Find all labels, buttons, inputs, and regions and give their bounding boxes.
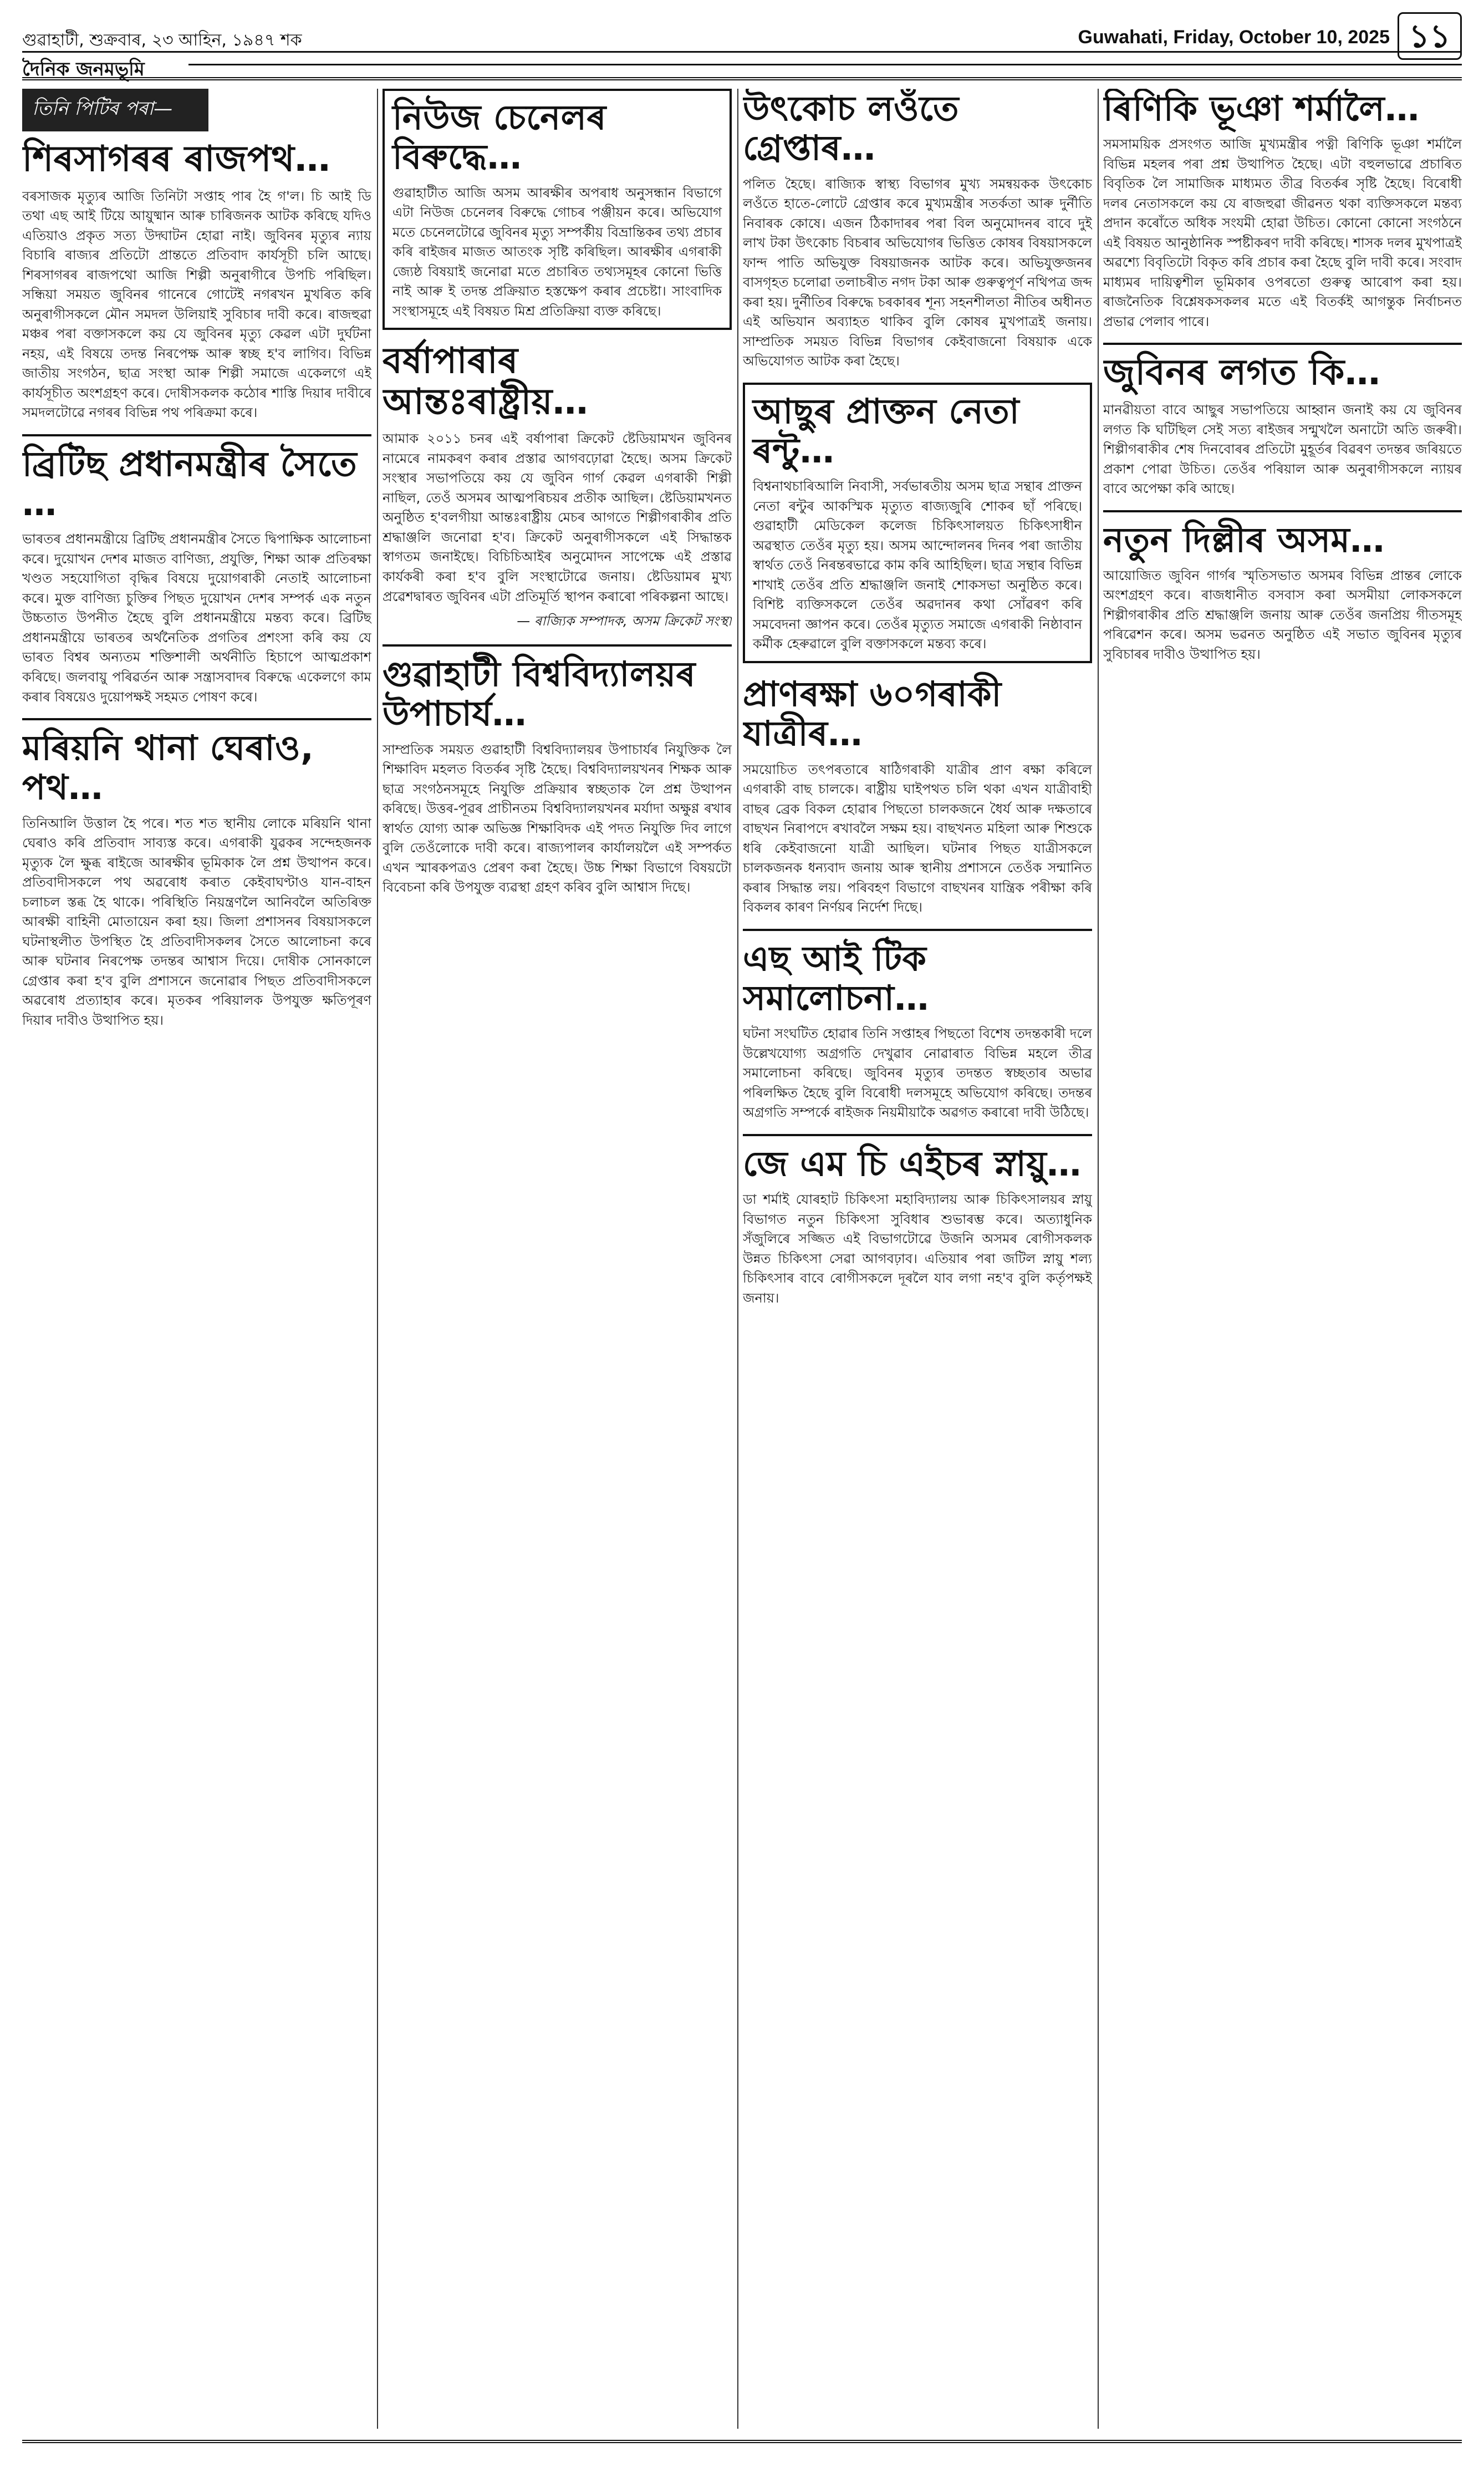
column-4: [1103, 89, 1462, 2429]
story-sit-criticism: [743, 939, 1092, 1123]
headline: ৰিণিকি ভূঞা শৰ্মালৈ…: [1103, 89, 1420, 129]
headline: গুৱাহাটী বিশ্ববিদ্যালয়ৰ উপাচাৰ্য…: [383, 654, 696, 734]
headline: জুবিনৰ লগত কি…: [1103, 352, 1381, 394]
story-new-delhi-assam: [1103, 520, 1462, 665]
article-body: গুৱাহাটীত আজি অসম আৰক্ষীৰ অপৰাধ অনুসন্ধান বিভাগে এটা নিউজ চেনেলৰ বিৰুদ্ধে গোচৰ পঞ্জীয়ন কৰে। অভিযোগ মতে চেনেলটোৱে জুবিনৰ মৃত্যু সম্পৰ্কীয় বিভ্ৰান্তিকৰ তথ্য প্ৰচাৰ কৰি ৰাইজৰ মাজত আতংক সৃষ্টি কৰিছিল। আৰক্ষীৰ এগৰাকী জ্যেষ্ঠ বিষয়াই জনোৱা মতে প্ৰচাৰিত তথ্যসমূহৰ কোনো ভিত্তি নাই আৰু ই তদন্ত প্ৰক্ৰিয়াত হস্তক্ষেপ কৰাৰ প্ৰচেষ্টা। সাংবাদিক সংস্থাসমূহে এই বিষয়ত মিশ্ৰ প্ৰতিক্ৰিয়া ব্যক্ত কৰিছে।: [392, 185, 722, 319]
story-divider: [22, 718, 371, 720]
story-bribe-arrest: [743, 89, 1092, 372]
article-body: ভাৰতৰ প্ৰধানমন্ত্ৰীয়ে ব্ৰিটিছ প্ৰধানমন্ত্ৰীৰ সৈতে দ্বিপাক্ষিক আলোচনা কৰে। দুয়োখন দেশৰ মাজত বাণিজ্য, প্ৰযুক্তি, শিক্ষা আৰু প্ৰতিৰক্ষা খণ্ডত সহযোগিতা বৃদ্ধিৰ বিষয়ে দুয়োগৰাকী নেতাই আলোচনা কৰে। মুক্ত বাণিজ্য চুক্তিৰ পিছত দুয়োখন দেশৰ সম্পৰ্ক এক নতুন উচ্চতাত উপনীত হৈছে বুলি প্ৰধানমন্ত্ৰীয়ে মন্তব্য কৰে। ব্ৰিটিছ প্ৰধানমন্ত্ৰীয়ে ভাৰতৰ অৰ্থনৈতিক প্ৰগতিৰ প্ৰশংসা কৰি কয় যে ভাৰত বিশ্বৰ অন্যতম শক্তিশালী অৰ্থনীতি হিচাপে আত্মপ্ৰকাশ কৰিছে। জলবায়ু পৰিৱৰ্তন আৰু সন্ত্ৰাসবাদৰ বিৰুদ্ধে একেলগে কাম কৰাৰ বিষয়েও দুয়োপক্ষই সহমত পোষণ কৰে।: [22, 531, 371, 705]
byline: — ৰাজ্যিক সম্পাদক, অসম ক্ৰিকেট সংস্থা: [517, 613, 732, 629]
column-divider: [377, 89, 378, 2429]
story-aasu-leader: [743, 383, 1092, 663]
headline: জে এম চি এইচৰ স্নায়ু…: [743, 1143, 1082, 1184]
story-moriani-thana: [22, 728, 371, 1030]
headline: প্ৰাণৰক্ষা ৬০গৰাকী যাত্ৰীৰ…: [743, 673, 1002, 754]
date-local: গুৱাহাটী, শুক্ৰবাৰ, ২৩ আহিন, ১৯৪৭ শক: [22, 30, 302, 50]
headline: শিৰসাগৰৰ ৰাজপথ…: [22, 139, 331, 180]
brand-divider: [188, 64, 1462, 65]
story-sivasagar: [22, 139, 371, 423]
column-divider: [1098, 89, 1099, 2429]
article-body: বিশ্বনাথচাৰিআলি নিবাসী, সৰ্বভাৰতীয় অসম ছাত্ৰ সন্থাৰ প্ৰাক্তন নেতা ৰন্টুৰ আকস্মিক মৃত্যুত ৰাজ্যজুৰি শোকৰ ছাঁ পৰিছে। গুৱাহাটী মেডিকেল কলেজ চিকিৎসালয়ত চিকিৎসাধীন অৱস্থাত তেওঁৰ মৃত্যু হয়। অসম আন্দোলনৰ দিনৰ পৰা জাতীয় স্বাৰ্থত তেওঁ নিৰন্তৰভাৱে কাম কৰি আহিছিল। ছাত্ৰ সন্থাৰ বিভিন্ন শাখাই তেওঁৰ প্ৰতি শ্ৰদ্ধাঞ্জলি জনাই শোকসভা অনুষ্ঠিত কৰে। বিশিষ্ট ব্যক্তিসকলে তেওঁৰ অৱদানৰ কথা সোঁৱৰণ কৰি সমবেদনা জ্ঞাপন কৰে। তেওঁৰ মৃত্যুত সমাজে এগৰাকী নিষ্ঠাবান কৰ্মীক হেৰুৱালে বুলি বক্তাসকলে মন্তব্য কৰে।: [753, 479, 1082, 652]
story-riniki: [1103, 89, 1462, 332]
newspaper-brand: দৈনিক জনমভূমি: [22, 58, 145, 80]
story-gauhati-university: [383, 654, 732, 898]
story-divider: [743, 1134, 1092, 1136]
article-body: সাম্প্ৰতিক সময়ত গুৱাহাটী বিশ্ববিদ্যালয়ৰ উপাচাৰ্যৰ নিযুক্তিক লৈ শিক্ষাবিদ মহলত বিতৰ্কৰ সৃষ্টি হৈছে। বিশ্ববিদ্যালয়খনৰ শিক্ষক আৰু ছাত্ৰ সংগঠনসমূহে নিযুক্তি প্ৰক্ৰিয়াৰ স্বচ্ছতাক লৈ প্ৰশ্ন উত্থাপন কৰিছে। উত্তৰ-পূৱৰ প্ৰাচীনতম বিশ্ববিদ্যালয়খনৰ মৰ্যাদা অক্ষুণ্ণ ৰখাৰ স্বাৰ্থত যোগ্য আৰু অভিজ্ঞ শিক্ষাবিদক এই পদত নিযুক্তি দিব লাগে বুলি তেওঁলোকে দাবী কৰে। ৰাজ্যপালৰ কাৰ্যালয়লৈ এই সম্পৰ্কত এখন স্মাৰকপত্ৰও প্ৰেৰণ কৰা হৈছে। উচ্চ শিক্ষা বিভাগে বিষয়টো বিবেচনা কৰি উপযুক্ত ব্যৱস্থা গ্ৰহণ কৰিব বুলি আশ্বাস দিছে।: [383, 741, 732, 896]
article-body: তিনিআলি উত্তাল হৈ পৰে। শত শত স্থানীয় লোকে মৰিয়নি থানা ঘেৰাও কৰি প্ৰতিবাদ সাব্যস্ত কৰে। এগৰাকী যুৱকৰ সন্দেহজনক মৃত্যুক লৈ ক্ষুব্ধ ৰাইজে আৰক্ষীৰ ভূমিকাক লৈ প্ৰশ্ন উত্থাপন কৰে। প্ৰতিবাদীসকলে পথ অৱৰোধ কৰাত কেইবাঘণ্টাও যান-বাহন চলাচল স্তব্ধ হৈ থাকে। পৰিস্থিতি নিয়ন্ত্ৰণলৈ আনিবলৈ অতিৰিক্ত আৰক্ষী বাহিনী মোতায়েন কৰা হয়। জিলা প্ৰশাসনৰ বিষয়াসকলে ঘটনাস্থলীত উপস্থিত হৈ প্ৰতিবাদীসকলৰ সৈতে আলোচনা কৰে আৰু ঘটনাৰ নিৰপেক্ষ তদন্তৰ আশ্বাস দিয়ে। দোষীক সোনকালে গ্ৰেপ্তাৰ কৰা হ'ব বুলি প্ৰশাসনে জনোৱাৰ পিছত প্ৰতিবাদীসকলে অৱৰোধ প্ৰত্যাহাৰ কৰে। মৃতকৰ পৰিয়ালক উপযুক্ত ক্ষতিপূৰণ দিয়াৰ দাবীও উত্থাপিত হয়।: [22, 815, 371, 1028]
article-body: আমাক ২০১১ চনৰ এই বৰ্ষাপাৰা ক্ৰিকেট ষ্টেডিয়ামখন জুবিনৰ নামেৰে নামকৰণ কৰাৰ প্ৰস্তাৱ আগবঢ়োৱা হৈছে। অসম ক্ৰিকেট সংস্থাৰ সভাপতিয়ে কয় যে জুবিন গাৰ্গ কেৱল এগৰাকী শিল্পী নাছিল, তেওঁ অসমৰ আত্মপৰিচয়ৰ প্ৰতীক আছিল। ষ্টেডিয়ামখনত অনুষ্ঠিত হ'বলগীয়া আন্তঃৰাষ্ট্ৰীয় মেচৰ আগতে শিল্পীগৰাকীৰ প্ৰতি শ্ৰদ্ধাঞ্জলি জনোৱা হ'ব। ক্ৰিকেট অনুৰাগীসকলে এই সিদ্ধান্তক স্বাগতম জনাইছে। বিচিচিআইৰ অনুমোদন সাপেক্ষে এই প্ৰস্তাৱ কাৰ্যকৰী কৰা হ'ব বুলি সংস্থাটোৱে জনায়। ষ্টেডিয়ামৰ মুখ্য প্ৰৱেশদ্বাৰত জুবিনৰ এটা প্ৰতিমূৰ্তি স্থাপন কৰাৰো পৰিকল্পনা আছে।: [383, 431, 732, 604]
story-divider: [1103, 510, 1462, 512]
story-divider: [1103, 343, 1462, 345]
article-body: পলিত হৈছে। ৰাজ্যিক স্বাস্থ্য বিভাগৰ মুখ্য সমন্বয়কক উৎকোচ লওঁতে হাতে-লোটে গ্ৰেপ্তাৰ কৰে মুখ্যমন্ত্ৰীৰ সতৰ্কতা আৰু দুৰ্নীতি নিবাৰক কোষে। এজন ঠিকাদাৰৰ পৰা বিল অনুমোদনৰ বাবে দুই লাখ টকা উৎকোচ বিচৰাৰ অভিযোগৰ ভিত্তিত কোষৰ বিষয়াসকলে ফান্দ পাতি অভিযুক্ত বিষয়াজনক আটক কৰে। অভিযুক্তজনৰ বাসগৃহত চলোৱা তলাচৰীত নগদ টকা আৰু গুৰুত্বপূৰ্ণ নথিপত্ৰ জব্দ কৰা হয়। দুৰ্নীতিৰ বিৰুদ্ধে চৰকাৰৰ শূন্য সহনশীলতা নীতিৰ অধীনত এই অভিযান অব্যাহত থাকিব বুলি কোষৰ মুখপাত্ৰই জনায়। সাম্প্ৰতিক সময়ত বিভিন্ন বিভাগৰ কেইবাজনো বিষয়াক একে অভিযোগত আটক কৰা হৈছে।: [743, 176, 1092, 369]
column-2: [383, 89, 732, 2429]
footer-rule: [22, 2440, 1462, 2443]
section-tag: তিনি পিটিৰ পৰা—: [22, 89, 208, 131]
article-body: মানৱীয়তা বাবে আছুৰ সভাপতিয়ে আহ্বান জনাই কয় যে জুবিনৰ লগত কি ঘটিছিল সেই সত্য ৰাইজৰ সন্মুখলৈ অনাটো অতি জৰুৰী। শিল্পীগৰাকীৰ শেষ দিনবোৰৰ প্ৰতিটো মুহূৰ্তৰ বিৱৰণ তদন্তৰ জৰিয়তে প্ৰকাশ পোৱা উচিত। তেওঁৰ পৰিয়াল আৰু অনুৰাগীসকলে ন্যায়ৰ বাবে অপেক্ষা কৰি আছে।: [1103, 402, 1462, 497]
article-body: সময়োচিত তৎপৰতাৰে ষাঠিগৰাকী যাত্ৰীৰ প্ৰাণ ৰক্ষা কৰিলে এগৰাকী বাছ চালকে। ৰাষ্ট্ৰীয় ঘাইপথত চলি থকা এখন যাত্ৰীবাহী বাছৰ ব্ৰেক বিকল হোৱাৰ পিছতো চালকজনে ধৈৰ্য আৰু দক্ষতাৰে বাছখন নিৰাপদে ৰখাবলৈ সক্ষম হয়। বাছখনত মহিলা আৰু শিশুকে ধৰি কেইবাজনো যাত্ৰী আছিল। ঘটনাৰ পিছত যাত্ৰীসকলে চালকজনক ধন্যবাদ জনায় আৰু স্থানীয় প্ৰশাসনে তেওঁক সন্মানিত কৰাৰ সিদ্ধান্ত লয়। পৰিবহণ বিভাগে বাছখনৰ যান্ত্ৰিক পৰীক্ষা কৰি বিকলৰ কাৰণ নিৰ্ণয়ৰ নিৰ্দেশ দিছে।: [743, 761, 1092, 915]
date-english: Guwahati, Friday, October 10, 2025: [1078, 27, 1390, 48]
story-jmch-neuro: [743, 1144, 1092, 1308]
story-divider: [22, 434, 371, 436]
story-divider: [383, 644, 732, 647]
headline: এছ আই টিক সমালোচনা…: [743, 938, 929, 1018]
story-zubeen-what: [1103, 353, 1462, 499]
headline: বৰ্ষাপাৰাৰ আন্তঃৰাষ্ট্ৰীয়…: [383, 340, 589, 423]
story-british-pm: [22, 444, 371, 707]
story-news-channel: [383, 89, 732, 330]
headline: মৰিয়নি থানা ঘেৰাও, পথ…: [22, 728, 314, 808]
brand-bar: [22, 51, 1462, 80]
headline: নিউজ চেনেলৰ বিৰুদ্ধে…: [392, 97, 606, 177]
column-divider: [737, 89, 738, 2429]
story-passengers-saved: [743, 674, 1092, 918]
headline: ব্ৰিটিছ প্ৰধানমন্ত্ৰীৰ সৈতে …: [22, 443, 358, 524]
article-body: ডা শৰ্মাই যোৰহাট চিকিৎসা মহাবিদ্যালয় আৰু চিকিৎসালয়ৰ স্নায়ু বিভাগত নতুন চিকিৎসা সুবিধাৰ শুভাৰম্ভ কৰে। অত্যাধুনিক সঁজুলিৰে সজ্জিত এই বিভাগটোৱে উজনি অসমৰ ৰোগীসকলক উন্নত চিকিৎসা সেৱা আগবঢ়াব। এতিয়াৰ পৰা জটিল স্নায়ু শল্য চিকিৎসাৰ বাবে ৰোগীসকলে দূৰলৈ যাব লগা নহ'ব বুলি কৰ্তৃপক্ষই জনায়।: [743, 1192, 1092, 1306]
page-number: ১১: [1398, 12, 1462, 60]
headline: নতুন দিল্লীৰ অসম…: [1103, 519, 1385, 560]
headline: উৎকোচ লওঁতে গ্ৰেপ্তাৰ…: [743, 89, 960, 169]
article-body: সমসাময়িক প্ৰসংগত আজি মুখ্যমন্ত্ৰীৰ পত্নী ৰিণিকি ভূঞা শৰ্মালৈ বিভিন্ন মহলৰ পৰা প্ৰশ্ন উত্থাপিত হৈছে। এটা বহুলভাৱে প্ৰচাৰিত বিবৃতিক লৈ সামাজিক মাধ্যমত তীব্ৰ বিতৰ্কৰ সৃষ্টি হৈছে। বিৰোধী দলৰ নেতাসকলে কয় যে ৰাজহুৱা জীৱনত থকা ব্যক্তিসকলে মন্তব্য প্ৰদান কৰোঁতে অধিক সংযমী হোৱা উচিত। কোনো কোনো সংগঠনে এই বিষয়ত আনুষ্ঠানিক স্পষ্টীকৰণ দাবী কৰিছে। শাসক দলৰ মুখপাত্ৰই অৱশ্যে বিবৃতিটো বিকৃত কৰি প্ৰচাৰ কৰা হৈছে বুলি দাবী কৰে। সংবাদ মাধ্যমৰ দায়িত্বশীল ভূমিকাৰ ওপৰতো গুৰুত্ব আৰোপ কৰা হয়। ৰাজনৈতিক বিশ্লেষকসকলৰ মতে এই বিতৰ্কই আগন্তুক নিৰ্বাচনত প্ৰভাৱ পেলাব পাৰে।: [1103, 136, 1462, 329]
article-body: ঘটনা সংঘটিত হোৱাৰ তিনি সপ্তাহৰ পিছতো বিশেষ তদন্তকাৰী দলে উল্লেখযোগ্য অগ্ৰগতি দেখুৱাব নোৱাৰাত বিভিন্ন মহলে তীব্ৰ সমালোচনা কৰিছে। জুবিনৰ মৃত্যুৰ তদন্তত স্বচ্ছতাৰ অভাৱ পৰিলক্ষিত হৈছে বুলি বিৰোধী দলসমূহে অভিযোগ কৰিছে। তদন্তৰ অগ্ৰগতি সম্পৰ্কে ৰাইজক নিয়মীয়াকৈ অৱগত কৰাৰো দাবী উঠিছে।: [743, 1026, 1092, 1121]
story-barsapara: [383, 341, 732, 633]
column-1: [22, 89, 371, 2429]
story-divider: [743, 929, 1092, 931]
article-body: আয়োজিত জুবিন গাৰ্গৰ স্মৃতিসভাত অসমৰ বিভিন্ন প্ৰান্তৰ লোকে অংশগ্ৰহণ কৰে। ৰাজধানীত বসবাস কৰা অসমীয়া লোকসকলে শিল্পীগৰাকীৰ প্ৰতি শ্ৰদ্ধাঞ্জলি জনায় আৰু তেওঁৰ জনপ্ৰিয় গীতসমূহ পৰিৱেশন কৰে। অসম ভৱনত অনুষ্ঠিত এই সভাত জুবিনৰ মৃত্যুৰ সুবিচাৰৰ দাবীও উত্থাপিত হয়।: [1103, 567, 1462, 662]
column-3: [743, 89, 1092, 2429]
article-body: বৰসাজক মৃত্যুৰ আজি তিনিটা সপ্তাহ পাৰ হৈ গ'ল। চি আই ডি তথা এছ আই টিয়ে আয়ুষ্মান আৰু চাৰিজনক আটক কৰিছে যদিও এতিয়াও প্ৰকৃত সত্য উদ্ঘাটন হোৱা নাই। জুবিনৰ মৃত্যুৰ ন্যায় বিচাৰি ৰাজ্যৰ প্ৰতিটো প্ৰান্ততে প্ৰতিবাদ কাৰ্যসূচী চলি আছে। শিৰসাগৰৰ ৰাজপথো আজি শিল্পী অনুৰাগীৰে উপচি পৰিছিল। সন্ধিয়া সময়ত জুবিনৰ গানেৰে গোটেই নগৰখন মুখৰিত কৰি অনুৰাগীসকলে মৌন সমদল উলিয়াই সুবিচাৰ দাবী কৰে। ৰাজহুৱা মঞ্চৰ পৰা বক্তাসকলে কয় যে জুবিনৰ মৃত্যু কেৱল এটা দুৰ্ঘটনা নহয়, এই বিষয়ে তদন্ত নিৰপেক্ষ আৰু স্বচ্ছ হ'ব লাগিব। বিভিন্ন জাতীয় সংগঠন, ছাত্ৰ সংস্থা আৰু শিল্পী সমাজে একেলগে এই কাৰ্যসূচীত অংশগ্ৰহণ কৰে। দোষীসকলক কঠোৰ শাস্তি দিয়াৰ দাবীৰে সমদলটোৱে নগৰৰ বিভিন্ন পথ পৰিক্ৰমা কৰে।: [22, 188, 371, 421]
headline: আছুৰ প্ৰাক্তন নেতা ৰন্টু…: [753, 390, 1020, 471]
